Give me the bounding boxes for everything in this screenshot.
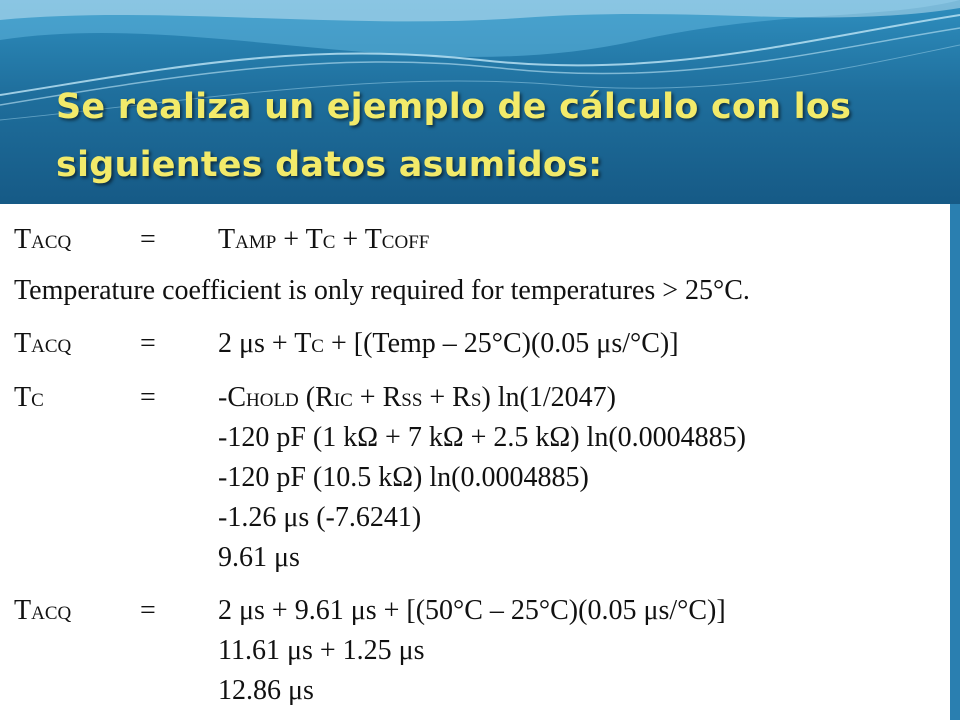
equals-sign: =	[140, 328, 156, 359]
tacq-result-line-2: 11.61 μs + 1.25 μs	[218, 635, 425, 666]
tacq-result-line-1: 2 μs + 9.61 μs + [(50°C – 25°C)(0.05 μs/°C)]	[218, 595, 726, 626]
right-edge-strip	[950, 204, 960, 720]
tacq-result-rhs	[218, 591, 726, 711]
tacq-formula-line: 2 μs + TC + [(Temp – 25°C)(0.05 μs/°C)]	[218, 328, 679, 359]
tacq-formula-rhs	[218, 324, 679, 364]
tc-line-2: -120 pF (1 kΩ + 7 kΩ + 2.5 kΩ) ln(0.0004885)	[218, 422, 746, 453]
tacq-label: TACQ	[14, 328, 72, 359]
tacq-definition-line: TAMP + TC + TCOFF	[218, 224, 430, 255]
tacq-label: TACQ	[14, 224, 72, 255]
slide-header	[0, 0, 960, 204]
tc-line-3: -120 pF (10.5 kΩ) ln(0.0004885)	[218, 462, 589, 493]
tacq-result-line-3: 12.86 μs	[218, 675, 314, 706]
tc-label: TC	[14, 382, 44, 413]
document-image	[0, 204, 950, 720]
temperature-note-text: Temperature coefficient is only required for temperatures > 25°C.	[14, 275, 750, 306]
tacq-definition-rhs	[218, 220, 429, 260]
equals-sign: =	[140, 382, 156, 413]
equals-sign: =	[140, 595, 156, 626]
tc-calculation-rhs	[218, 378, 746, 578]
tc-line-5: 9.61 μs	[218, 542, 300, 573]
tc-line-1: -CHOLD (RIC + RSS + RS) ln(1/2047)	[218, 382, 616, 413]
equals-sign: =	[140, 224, 156, 255]
slide-title: Se realiza un ejemplo de cálculo con los siguientes datos asumidos:	[56, 87, 852, 185]
tacq-label: TACQ	[14, 595, 72, 626]
tc-line-4: -1.26 μs (-7.6241)	[218, 502, 422, 533]
